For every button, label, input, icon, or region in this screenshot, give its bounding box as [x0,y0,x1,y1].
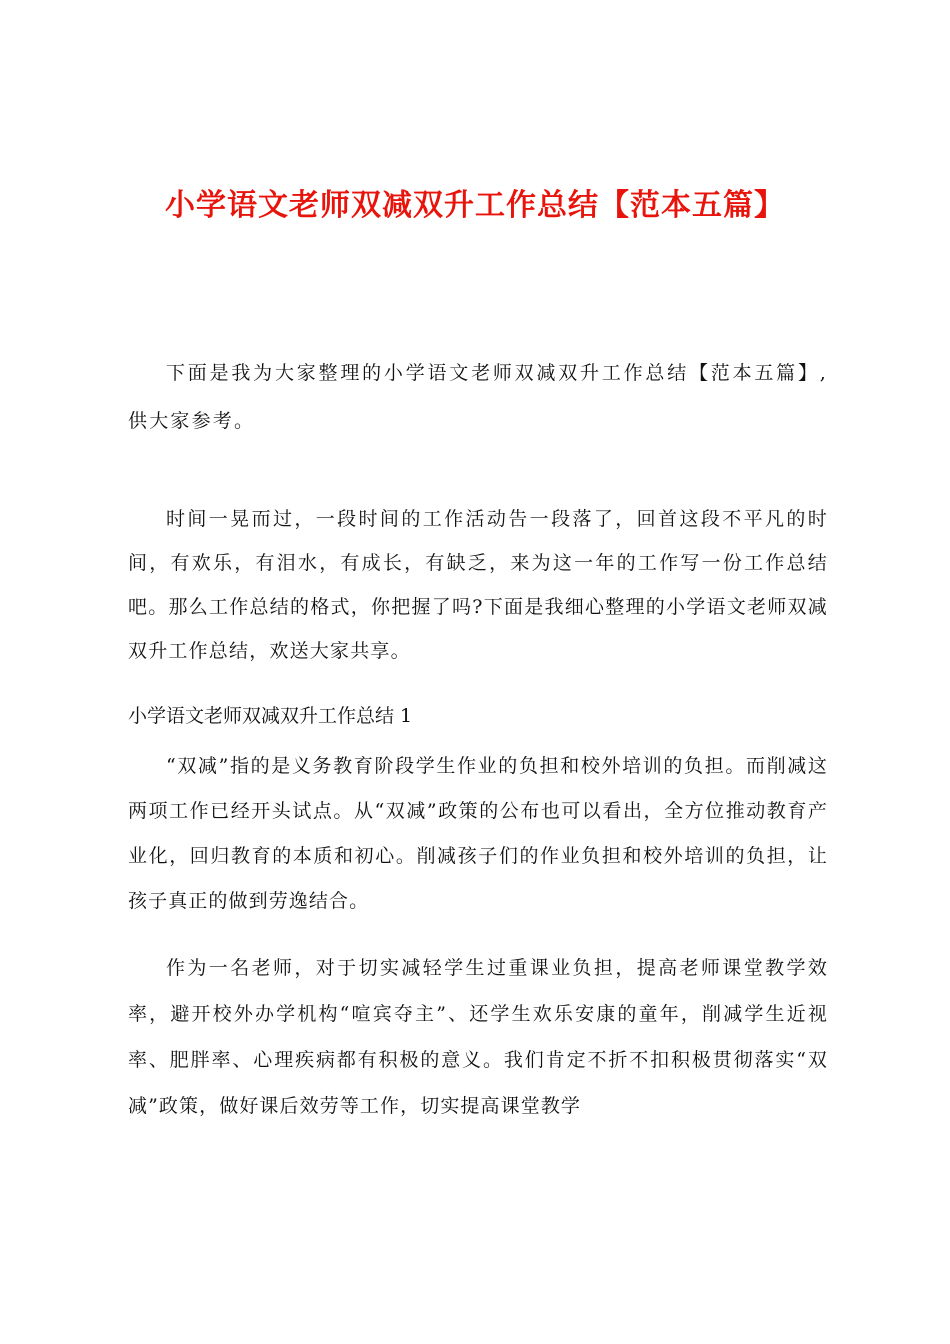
intro-paragraph: 下面是我为大家整理的小学语文老师双减双升工作总结【范本五篇】,供大家参考。 [128,362,828,432]
section-heading: 小学语文老师双减双升工作总结 1 [128,705,413,727]
document-title: 小学语文老师双减双升工作总结【范本五篇】 [165,188,785,223]
body-paragraph-1: 时间一晃而过，一段时间的工作活动告一段落了，回首这段不平凡的时间，有欢乐，有泪水，有成长，有缺乏，来为这一年的工作写一份工作总结吧。那么工作总结的格式，你把握了吗?下面是我细心整理的小学语文老师双减双升工作总结，欢送大家共享。 [128,508,828,662]
body-paragraph-2: “双减”指的是义务教育阶段学生作业的负担和校外培训的负担。而削减这两项工作已经开头试点。从“双减”政策的公布也可以看出，全方位推动教育产业化，回归教育的本质和初心。削减孩子们的作业负担和校外培训的负担，让孩子真正的做到劳逸结合。 [128,755,828,912]
body-paragraph-3: 作为一名老师，对于切实减轻学生过重课业负担，提高老师课堂教学效率，避开校外办学机构“喧宾夺主”、还学生欢乐安康的童年，削减学生近视率、肥胖率、心理疾病都有积极的意义。我们肯定不折不扣积极贯彻落实“双减”政策，做好课后效劳等工作，切实提高课堂教学 [128,957,828,1117]
